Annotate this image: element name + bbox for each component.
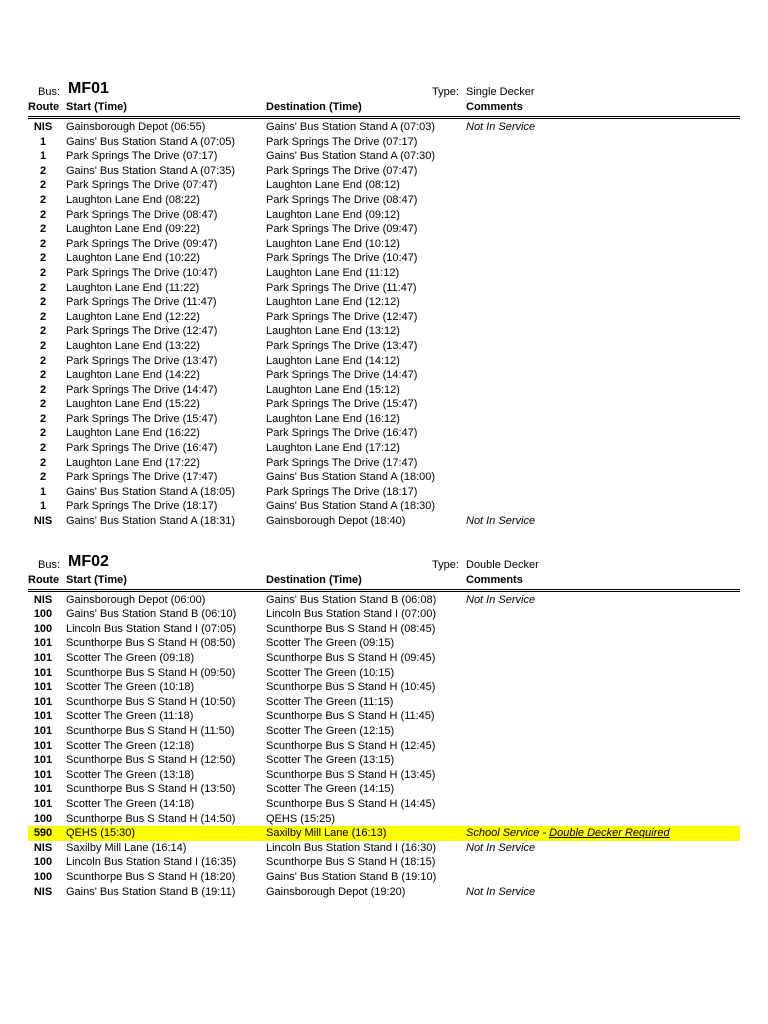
comment-text: Not In Service — [466, 515, 536, 528]
start-cell: Scotter The Green (10:18) — [66, 681, 195, 694]
destination-cell: Gains' Bus Station Stand B (06:08) — [266, 593, 437, 606]
table-row — [28, 251, 740, 266]
table-row — [28, 441, 740, 456]
start-cell: Gains' Bus Station Stand B (06:10) — [66, 608, 237, 621]
destination-cell: Lincoln Bus Station Stand I (07:00) — [266, 608, 436, 621]
route-cell: 2 — [39, 383, 47, 396]
destination-cell: Scunthorpe Bus S Stand H (14:45) — [266, 797, 436, 810]
table-row — [28, 797, 740, 812]
destination-cell: Park Springs The Drive (16:47) — [266, 427, 418, 440]
comment-cell — [466, 120, 535, 135]
destination-cell: Laughton Lane End (14:12) — [266, 354, 400, 367]
table-row — [28, 709, 740, 724]
destination-cell: Laughton Lane End (09:12) — [266, 208, 400, 221]
destination-cell: Park Springs The Drive (10:47) — [266, 252, 418, 265]
destination-cell: Park Springs The Drive (08:47) — [266, 193, 418, 206]
table-row — [28, 237, 740, 252]
start-cell: Scotter The Green (09:18) — [66, 652, 195, 664]
destination-cell: Gainsborough Depot (18:40) — [266, 515, 406, 528]
start-cell: Lincoln Bus Station Stand I (16:35) — [66, 856, 236, 869]
table-row — [28, 426, 740, 441]
table-row — [28, 324, 740, 339]
start-cell: Scunthorpe Bus S Stand H (10:50) — [66, 695, 236, 708]
comments-header: Comments — [466, 573, 523, 586]
bus-id: MF02 — [68, 552, 109, 570]
destination-cell: Park Springs The Drive (17:47) — [266, 456, 418, 469]
destination-cell: Park Springs The Drive (07:17) — [266, 135, 418, 148]
destination-cell: Scotter The Green (10:15) — [266, 666, 395, 679]
route-cell: 2 — [39, 325, 47, 338]
table-row — [28, 622, 740, 637]
comment-cell — [466, 514, 535, 529]
route-cell: 101 — [33, 739, 53, 752]
start-cell: Laughton Lane End (09:22) — [66, 223, 200, 236]
route-cell: 2 — [39, 427, 47, 440]
destination-cell: Park Springs The Drive (07:47) — [266, 164, 418, 177]
table-row — [28, 164, 740, 179]
start-cell: Laughton Lane End (15:22) — [66, 398, 200, 411]
start-cell: Scotter The Green (11:18) — [66, 710, 194, 723]
start-cell: Gainsborough Depot (06:00) — [66, 593, 206, 606]
comment-cell — [466, 593, 535, 608]
route-cell: NIS — [33, 885, 53, 898]
route-cell: 2 — [39, 223, 47, 236]
route-cell: 101 — [33, 681, 53, 694]
start-cell: Gains' Bus Station Stand A (18:31) — [66, 515, 236, 528]
route-cell: 1 — [39, 500, 47, 513]
table-row — [28, 514, 740, 529]
comments-header: Comments — [466, 101, 523, 113]
start-cell: Park Springs The Drive (09:47) — [66, 237, 218, 250]
start-cell: Park Springs The Drive (18:17) — [66, 500, 218, 513]
type-label: Type: — [432, 86, 459, 98]
route-cell: 1 — [39, 485, 47, 498]
route-cell: 100 — [33, 608, 53, 621]
comment-text: Not In Service — [466, 885, 536, 898]
header-rule — [28, 589, 740, 592]
start-cell: Saxilby Mill Lane (16:14) — [66, 841, 187, 854]
start-cell: Scunthorpe Bus S Stand H (09:50) — [66, 666, 236, 679]
destination-cell: Park Springs The Drive (15:47) — [266, 398, 418, 411]
start-cell: Laughton Lane End (08:22) — [66, 193, 200, 206]
route-cell: 100 — [33, 622, 53, 635]
destination-cell: Park Springs The Drive (13:47) — [266, 339, 418, 352]
start-cell: Scunthorpe Bus S Stand H (11:50) — [66, 724, 235, 737]
start-cell: Park Springs The Drive (15:47) — [66, 412, 218, 425]
header-rule — [28, 116, 740, 119]
route-cell: 2 — [39, 398, 47, 411]
destination-cell: Scunthorpe Bus S Stand H (10:45) — [266, 681, 436, 694]
bus-header — [28, 552, 740, 573]
table-row — [28, 855, 740, 870]
table-row — [28, 651, 740, 666]
start-cell: Park Springs The Drive (13:47) — [66, 354, 218, 367]
start-cell: Park Springs The Drive (16:47) — [66, 442, 218, 455]
start-cell: Scunthorpe Bus S Stand H (12:50) — [66, 754, 236, 767]
start-cell: Scotter The Green (13:18) — [66, 768, 195, 781]
table-row — [28, 397, 740, 412]
table-row — [28, 208, 740, 223]
table-row — [28, 193, 740, 208]
destination-cell: Park Springs The Drive (12:47) — [266, 310, 418, 323]
table-row — [28, 768, 740, 783]
start-cell: Park Springs The Drive (07:17) — [66, 150, 218, 163]
start-cell: Park Springs The Drive (12:47) — [66, 325, 218, 338]
destination-cell: QEHS (15:25) — [266, 812, 336, 825]
start-cell: Park Springs The Drive (14:47) — [66, 383, 218, 396]
destination-cell: Scunthorpe Bus S Stand H (12:45) — [266, 739, 436, 752]
bus-label: Bus: — [38, 86, 61, 98]
comment-text: School Service - — [466, 827, 550, 840]
table-row — [28, 354, 740, 369]
destination-cell: Laughton Lane End (17:12) — [266, 442, 400, 455]
table-row — [28, 636, 740, 651]
route-cell: 101 — [33, 710, 53, 723]
table-row — [28, 724, 740, 739]
table-row — [28, 281, 740, 296]
bus-header — [28, 82, 740, 100]
destination-cell: Park Springs The Drive (11:47) — [266, 281, 417, 294]
bus-block-mf02 — [28, 552, 740, 899]
route-cell: 100 — [33, 856, 53, 869]
bus-block-mf01 — [28, 82, 740, 529]
type-label: Type: — [432, 558, 459, 571]
destination-cell: Gainsborough Depot (19:20) — [266, 885, 406, 898]
destination-cell: Scotter The Green (09:15) — [266, 637, 395, 650]
route-cell: 2 — [39, 369, 47, 382]
start-cell: Park Springs The Drive (07:47) — [66, 179, 218, 192]
start-cell: Gains' Bus Station Stand B (19:11) — [66, 885, 236, 898]
comment-text: Not In Service — [466, 121, 536, 133]
destination-cell: Laughton Lane End (10:12) — [266, 237, 400, 250]
route-cell: 2 — [39, 266, 47, 279]
route-cell: 101 — [33, 637, 53, 650]
start-cell: Scotter The Green (12:18) — [66, 739, 195, 752]
route-cell: 2 — [39, 310, 47, 323]
destination-cell: Laughton Lane End (08:12) — [266, 179, 400, 192]
route-cell: 2 — [39, 164, 47, 177]
table-row — [28, 782, 740, 797]
destination-cell: Laughton Lane End (16:12) — [266, 412, 400, 425]
timetable-sheet — [28, 82, 740, 925]
destination-cell: Park Springs The Drive (18:17) — [266, 485, 418, 498]
destination-cell: Laughton Lane End (11:12) — [266, 266, 400, 279]
table-row — [28, 826, 740, 841]
route-cell: 2 — [39, 281, 47, 294]
table-row — [28, 499, 740, 514]
bus-type: Single Decker — [466, 86, 535, 98]
start-cell: Lincoln Bus Station Stand I (07:05) — [66, 622, 236, 635]
start-cell: Laughton Lane End (11:22) — [66, 281, 200, 294]
bus-id: MF01 — [68, 80, 109, 97]
route-cell: 2 — [39, 252, 47, 265]
table-row — [28, 680, 740, 695]
route-cell: 101 — [33, 754, 53, 767]
start-cell: Scunthorpe Bus S Stand H (08:50) — [66, 637, 236, 650]
route-cell: 590 — [33, 827, 53, 840]
start-cell: Park Springs The Drive (08:47) — [66, 208, 218, 221]
destination-cell: Park Springs The Drive (09:47) — [266, 223, 418, 236]
table-row — [28, 368, 740, 383]
route-cell: 100 — [33, 812, 53, 825]
route-cell: 2 — [39, 296, 47, 309]
route-cell: 101 — [33, 695, 53, 708]
column-headers — [28, 100, 740, 115]
destination-cell: Scotter The Green (14:15) — [266, 783, 395, 796]
destination-header: Destination (Time) — [266, 573, 362, 586]
table-row — [28, 841, 740, 856]
table-row — [28, 870, 740, 885]
table-row — [28, 135, 740, 150]
destination-cell: Laughton Lane End (12:12) — [266, 296, 400, 309]
destination-cell: Gains' Bus Station Stand B (19:10) — [266, 870, 437, 883]
route-cell: 2 — [39, 208, 47, 221]
table-row — [28, 666, 740, 681]
destination-cell: Laughton Lane End (15:12) — [266, 383, 400, 396]
start-header: Start (Time) — [66, 573, 127, 586]
start-cell: Gains' Bus Station Stand A (07:05) — [66, 135, 236, 148]
table-row — [28, 470, 740, 485]
destination-header: Destination (Time) — [266, 101, 362, 113]
table-row — [28, 383, 740, 398]
table-row — [28, 695, 740, 710]
route-cell: 101 — [33, 652, 53, 664]
comment-text: Not In Service — [466, 841, 536, 854]
destination-cell: Gains' Bus Station Stand A (07:30) — [266, 150, 436, 163]
start-cell: Scunthorpe Bus S Stand H (18:20) — [66, 870, 236, 883]
column-headers — [28, 573, 740, 588]
destination-cell: Scotter The Green (12:15) — [266, 724, 395, 737]
destination-cell: Scotter The Green (11:15) — [266, 695, 394, 708]
bus-label: Bus: — [38, 558, 61, 571]
route-cell: 2 — [39, 193, 47, 206]
route-cell: 1 — [39, 135, 47, 148]
destination-cell: Scunthorpe Bus S Stand H (13:45) — [266, 768, 436, 781]
table-row — [28, 222, 740, 237]
start-cell: Laughton Lane End (10:22) — [66, 252, 200, 265]
destination-cell: Scunthorpe Bus S Stand H (11:45) — [266, 710, 435, 723]
route-cell: 2 — [39, 442, 47, 455]
start-cell: QEHS (15:30) — [66, 827, 136, 840]
destination-cell: Scunthorpe Bus S Stand H (18:15) — [266, 856, 436, 869]
destination-cell: Scotter The Green (13:15) — [266, 754, 395, 767]
route-cell: 2 — [39, 339, 47, 352]
start-cell: Laughton Lane End (12:22) — [66, 310, 200, 323]
table-row — [28, 412, 740, 427]
start-cell: Park Springs The Drive (10:47) — [66, 266, 218, 279]
start-cell: Laughton Lane End (14:22) — [66, 369, 200, 382]
route-cell: 2 — [39, 471, 47, 484]
start-cell: Laughton Lane End (16:22) — [66, 427, 200, 440]
route-header: Route — [28, 101, 60, 113]
table-row — [28, 753, 740, 768]
route-cell: NIS — [33, 593, 53, 606]
start-cell: Park Springs The Drive (11:47) — [66, 296, 217, 309]
start-header: Start (Time) — [66, 101, 127, 113]
table-row — [28, 485, 740, 500]
route-header: Route — [28, 573, 60, 586]
destination-cell: Scunthorpe Bus S Stand H (08:45) — [266, 622, 436, 635]
start-cell: Scunthorpe Bus S Stand H (14:50) — [66, 812, 236, 825]
comment-text: Not In Service — [466, 593, 536, 606]
route-cell: NIS — [33, 121, 53, 133]
destination-cell: Scunthorpe Bus S Stand H (09:45) — [266, 652, 436, 664]
destination-cell: Saxilby Mill Lane (16:13) — [266, 827, 387, 840]
destination-cell: Park Springs The Drive (14:47) — [266, 369, 418, 382]
comment-link: Double Decker Required — [549, 827, 670, 840]
start-cell: Scotter The Green (14:18) — [66, 797, 195, 810]
route-cell: 101 — [33, 768, 53, 781]
destination-cell: Gains' Bus Station Stand A (07:03) — [266, 121, 436, 133]
route-cell: 2 — [39, 179, 47, 192]
comment-cell — [466, 841, 535, 856]
start-cell: Laughton Lane End (13:22) — [66, 339, 200, 352]
start-cell: Scunthorpe Bus S Stand H (13:50) — [66, 783, 236, 796]
table-row — [28, 607, 740, 622]
start-cell: Park Springs The Drive (17:47) — [66, 471, 218, 484]
route-cell: 100 — [33, 870, 53, 883]
start-cell: Gainsborough Depot (06:55) — [66, 121, 206, 133]
table-row — [28, 593, 740, 608]
route-cell: 101 — [33, 666, 53, 679]
start-cell: Laughton Lane End (17:22) — [66, 456, 200, 469]
destination-cell: Gains' Bus Station Stand A (18:30) — [266, 500, 436, 513]
table-row — [28, 266, 740, 281]
table-row — [28, 120, 740, 135]
route-cell: 2 — [39, 354, 47, 367]
table-row — [28, 739, 740, 754]
comment-cell — [466, 885, 535, 900]
route-cell: NIS — [33, 515, 53, 528]
table-row — [28, 310, 740, 325]
bus-type: Double Decker — [466, 558, 539, 571]
table-row — [28, 149, 740, 164]
route-cell: 1 — [39, 150, 47, 163]
table-row — [28, 178, 740, 193]
route-cell: NIS — [33, 841, 53, 854]
route-cell: 101 — [33, 724, 53, 737]
table-row — [28, 456, 740, 471]
start-cell: Gains' Bus Station Stand A (18:05) — [66, 485, 236, 498]
start-cell: Gains' Bus Station Stand A (07:35) — [66, 164, 236, 177]
route-cell: 101 — [33, 797, 53, 810]
route-cell: 2 — [39, 456, 47, 469]
destination-cell: Lincoln Bus Station Stand I (16:30) — [266, 841, 436, 854]
table-row — [28, 812, 740, 827]
table-row — [28, 885, 740, 900]
route-cell: 101 — [33, 783, 53, 796]
destination-cell: Gains' Bus Station Stand A (18:00) — [266, 471, 436, 484]
table-row — [28, 295, 740, 310]
route-cell: 2 — [39, 412, 47, 425]
destination-cell: Laughton Lane End (13:12) — [266, 325, 400, 338]
route-cell: 2 — [39, 237, 47, 250]
comment-cell — [466, 826, 670, 841]
table-row — [28, 339, 740, 354]
